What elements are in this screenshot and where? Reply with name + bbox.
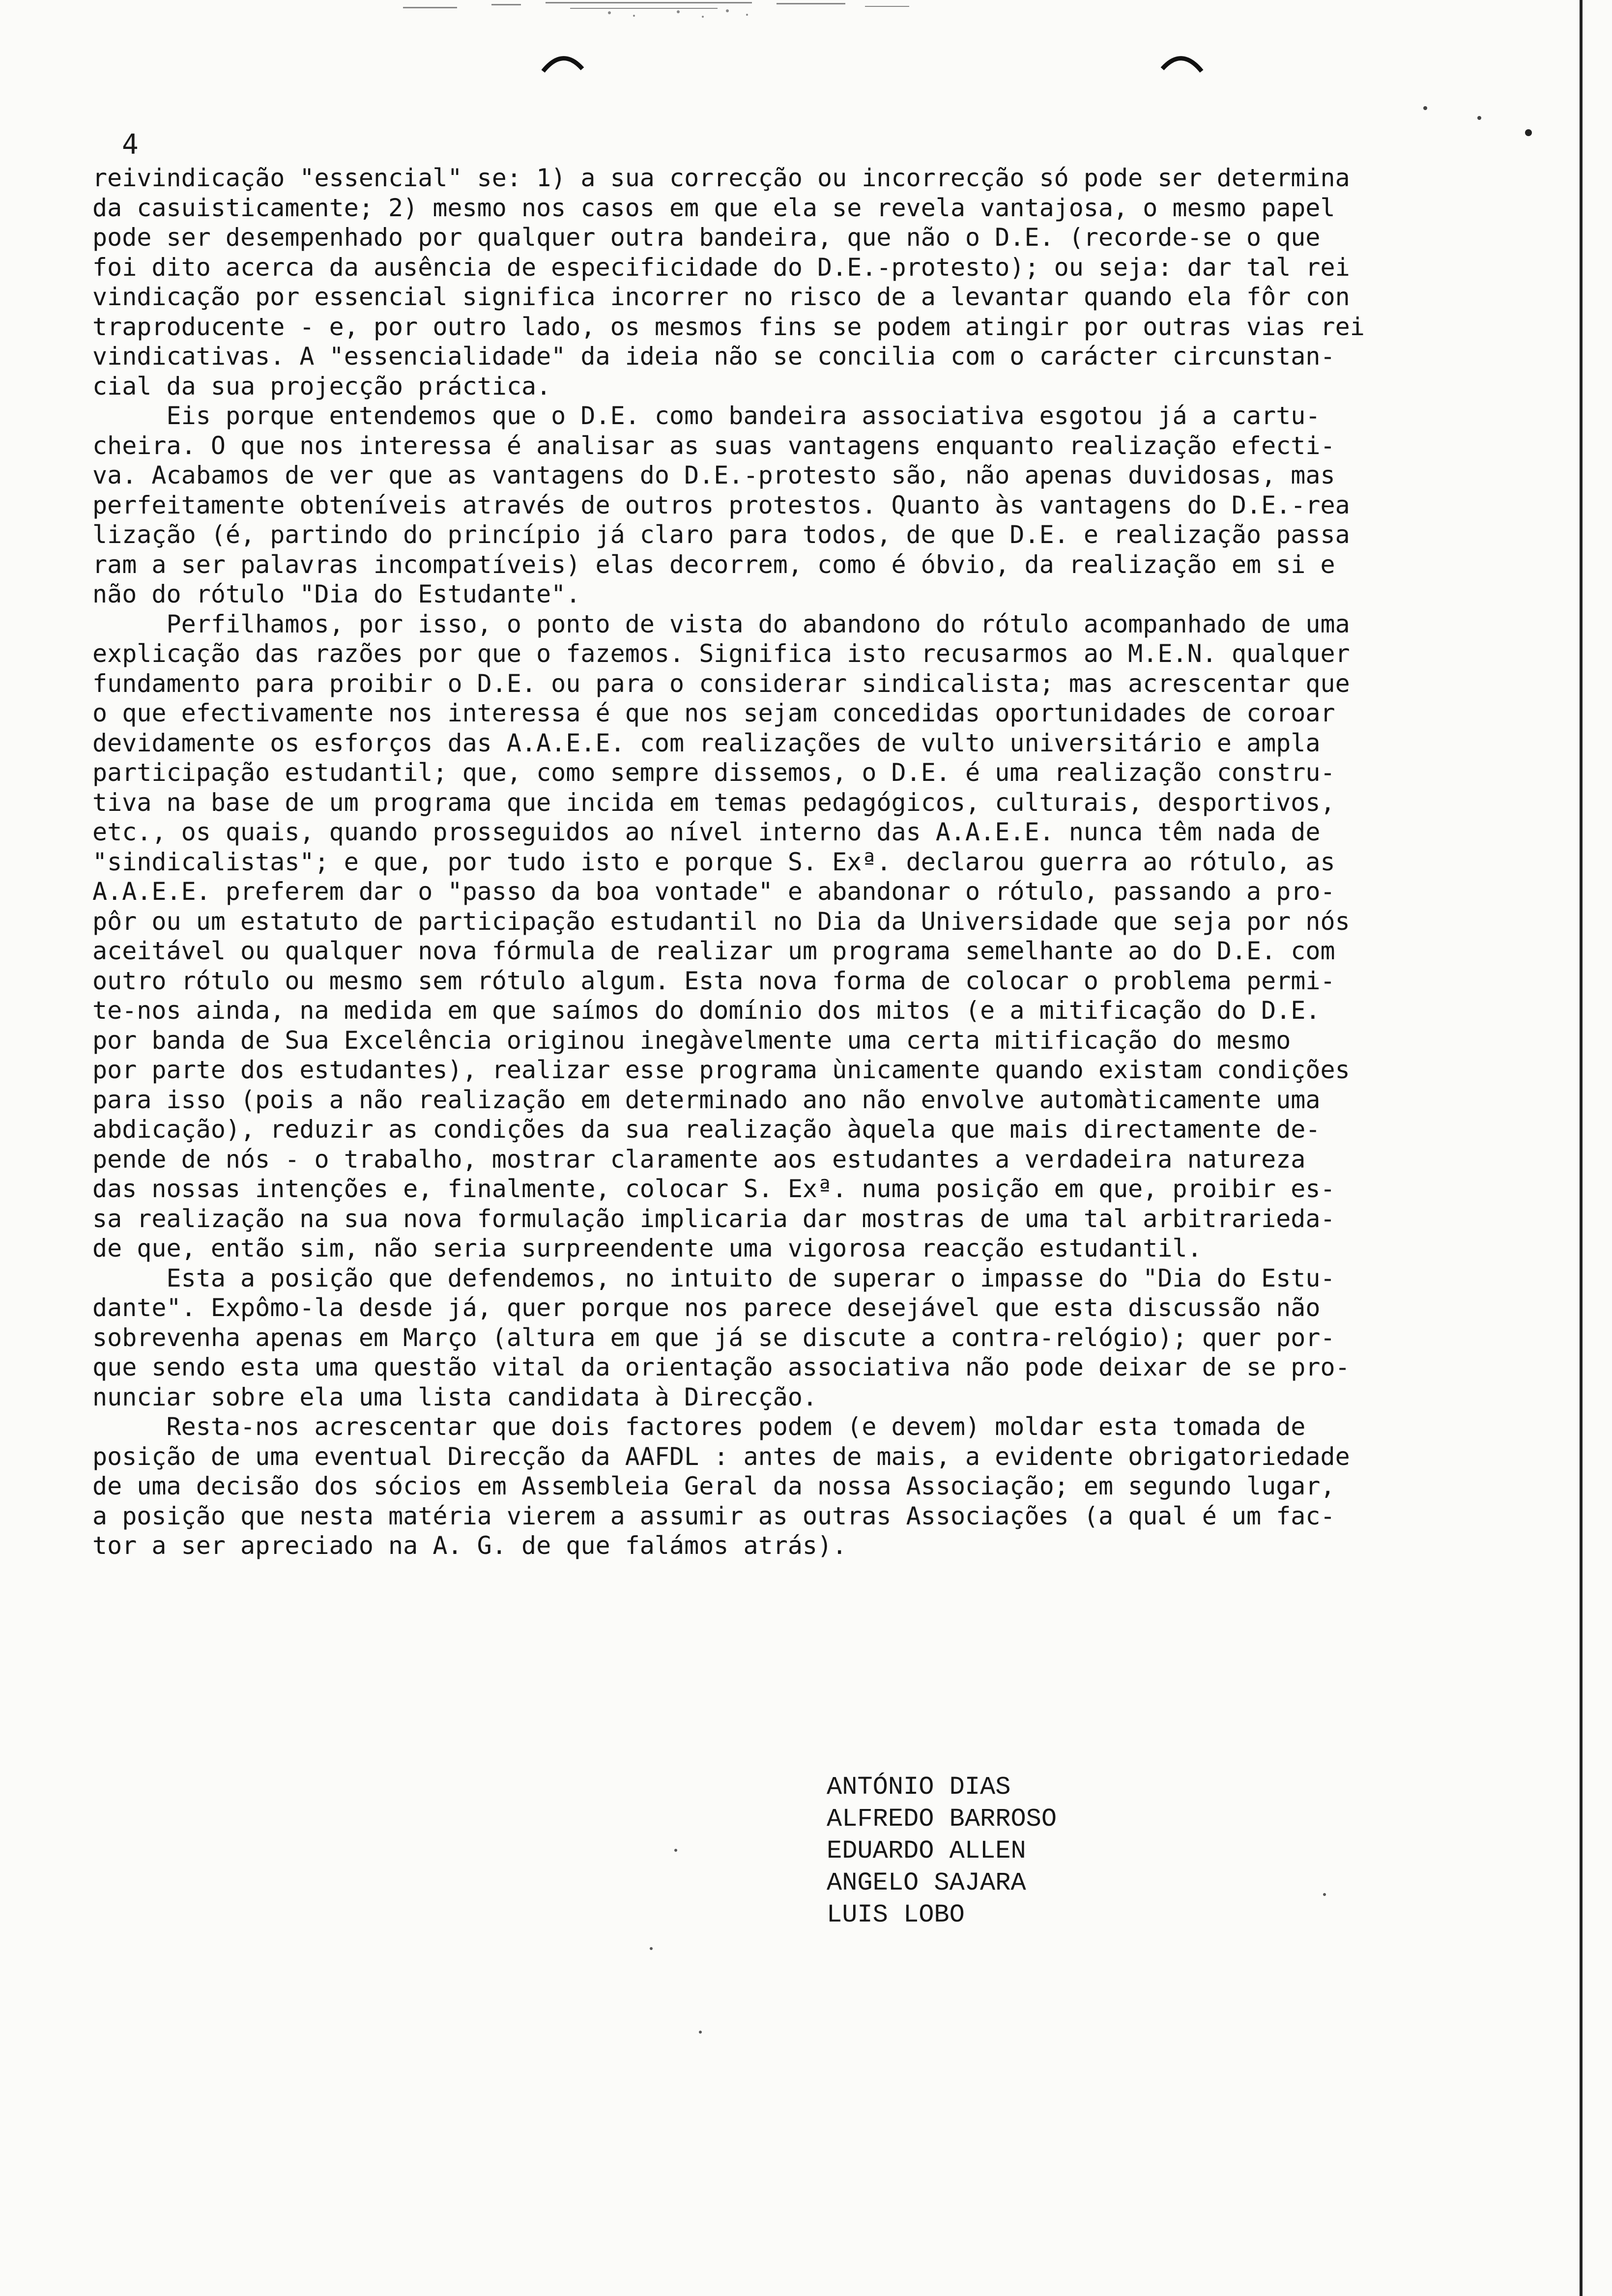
- text-line: por banda de Sua Excelência originou inegàvelmente uma certa mitificação do mesmo: [92, 1026, 1291, 1055]
- text-line: tiva na base de um programa que incida em temas pedagógicos, culturais, desportivos,: [92, 788, 1335, 817]
- text-line: de uma decisão dos sócios em Assembleia Geral da nossa Associação; em segundo lugar,: [92, 1472, 1335, 1500]
- text-line: da casuisticamente; 2) mesmo nos casos em que ela se revela vantajosa, o mesmo papel: [92, 193, 1335, 222]
- scan-speck: [699, 2031, 702, 2034]
- text-line: tor a ser apreciado na A. G. de que falámos atrás).: [92, 1531, 847, 1560]
- text-line: sa realização na sua nova formulação implicaria dar mostras de uma tal arbitrarieda-: [92, 1204, 1335, 1233]
- text-line: etc., os quais, quando prosseguidos ao nível interno das A.A.E.E. nunca têm nada de: [92, 818, 1321, 846]
- scan-speck: [650, 1947, 653, 1950]
- punch-hole-mark: [541, 49, 585, 74]
- scan-noise: [403, 0, 1042, 20]
- text-line: cheira. O que nos interessa é analisar as suas vantagens enquanto realização efecti-: [92, 431, 1335, 460]
- text-line: te-nos ainda, na medida em que saímos do domínio dos mitos (e a mitificação do D.E.: [92, 996, 1321, 1025]
- text-line: a posição que nesta matéria vierem a assumir as outras Associações (a qual é um fac-: [92, 1501, 1335, 1530]
- text-line: o que efectivamente nos interessa é que nos sejam concedidas oportunidades de coroar: [92, 699, 1335, 727]
- page-number: 4: [122, 129, 139, 161]
- text-line: aceitável ou qualquer nova fórmula de realizar um programa semelhante ao do D.E. com: [92, 937, 1335, 965]
- text-line: vindicativas. A "essencialidade" da ideia não se concilia com o carácter circunstan-: [92, 342, 1335, 371]
- text-line: lização (é, partindo do princípio já claro para todos, de que D.E. e realização passa: [92, 520, 1350, 549]
- signatory: ANTÓNIO DIAS: [827, 1773, 1011, 1802]
- text-line: devidamente os esforços das A.A.E.E. com realizações de vulto universitário e ampla: [92, 728, 1321, 757]
- text-line: dante". Expômo-la desde já, quer porque nos parece desejável que esta discussão não: [92, 1293, 1321, 1322]
- text-line: por parte dos estudantes), realizar esse programa ùnicamente quando existam condições: [92, 1056, 1350, 1084]
- text-line: posição de uma eventual Direcção da AAFDL : antes de mais, a evidente obrigatoriedade: [92, 1442, 1350, 1471]
- text-line: participação estudantil; que, como sempre dissemos, o D.E. é uma realização constru-: [92, 758, 1335, 787]
- text-line: pode ser desempenhado por qualquer outra bandeira, que não o D.E. (recorde-se o que: [92, 223, 1321, 252]
- text-line: vindicação por essencial significa incorrer no risco de a levantar quando ela fôr con: [92, 283, 1350, 311]
- text-line: Perfilhamos, por isso, o ponto de vista do abandono do rótulo acompanhado de uma: [92, 609, 1350, 638]
- scan-speck: [674, 1849, 677, 1852]
- punch-hole-mark: [1160, 49, 1204, 74]
- text-line: pende de nós - o trabalho, mostrar claramente aos estudantes a verdadeira natureza: [92, 1145, 1306, 1174]
- text-line: A.A.E.E. preferem dar o "passo da boa vontade" e abandonar o rótulo, passando a pro-: [92, 877, 1335, 906]
- scan-speck: [1323, 1893, 1326, 1896]
- text-line: que sendo esta uma questão vital da orientação associativa não pode deixar de se pro-: [92, 1353, 1350, 1381]
- text-line: Eis porque entendemos que o D.E. como bandeira associativa esgotou já a cartu-: [92, 402, 1321, 430]
- text-line: ram a ser palavras incompatíveis) elas decorrem, como é óbvio, da realização em si e: [92, 550, 1335, 579]
- signatory-list: [827, 1771, 1057, 1931]
- signatory: LUIS LOBO: [827, 1900, 965, 1929]
- text-line: fundamento para proibir o D.E. ou para o considerar sindicalista; mas acrescentar que: [92, 669, 1350, 698]
- text-line: "sindicalistas"; e que, por tudo isto e porque S. Exª. declarou guerra ao rótulo, as: [92, 847, 1335, 876]
- text-line: reivindicação "essencial" se: 1) a sua correcção ou incorrecção só pode ser determina: [92, 164, 1350, 192]
- scan-specks: [1415, 98, 1543, 147]
- text-line: explicação das razões por que o fazemos. Significa isto recusarmos ao M.E.N. qualquer: [92, 639, 1350, 668]
- text-line: para isso (pois a não realização em determinado ano não envolve automàticamente uma: [92, 1085, 1321, 1114]
- text-line: abdicação), reduzir as condições da sua realização àquela que mais directamente de-: [92, 1115, 1321, 1144]
- text-line: Esta a posição que defendemos, no intuito de superar o impasse do "Dia do Estu-: [92, 1263, 1335, 1292]
- text-line: pôr ou um estatuto de participação estudantil no Dia da Universidade que seja por nós: [92, 907, 1350, 936]
- body-text: [92, 163, 1572, 1561]
- text-line: cial da sua projecção práctica.: [92, 372, 551, 401]
- signatory: EDUARDO ALLEN: [827, 1837, 1026, 1866]
- text-line: das nossas intenções e, finalmente, colocar S. Exª. numa posição em que, proibir es-: [92, 1175, 1335, 1203]
- text-line: nunciar sobre ela uma lista candidata à Direcção.: [92, 1382, 818, 1411]
- text-line: traproducente - e, por outro lado, os mesmos fins se podem atingir por outras vias rei: [92, 312, 1365, 341]
- text-line: não do rótulo "Dia do Estudante".: [92, 580, 581, 608]
- text-line: sobrevenha apenas em Março (altura em que já se discute a contra-relógio); quer por-: [92, 1323, 1335, 1352]
- text-line: Resta-nos acrescentar que dois factores podem (e devem) moldar esta tomada de: [92, 1412, 1306, 1441]
- signatory: ANGELO SAJARA: [827, 1868, 1026, 1897]
- text-line: foi dito acerca da ausência de especificidade do D.E.-protesto); ou seja: dar tal rei: [92, 253, 1350, 282]
- signatory: ALFREDO BARROSO: [827, 1805, 1057, 1834]
- margin-rule: [1580, 0, 1583, 2296]
- text-line: va. Acabamos de ver que as vantagens do D.E.-protesto são, não apenas duvidosas, mas: [92, 461, 1335, 489]
- text-line: perfeitamente obteníveis através de outros protestos. Quanto às vantagens do D.E.-rea: [92, 490, 1350, 519]
- text-line: de que, então sim, não seria surpreendente uma vigorosa reacção estudantil.: [92, 1234, 1202, 1263]
- text-line: outro rótulo ou mesmo sem rótulo algum. Esta nova forma de colocar o problema permi-: [92, 966, 1335, 995]
